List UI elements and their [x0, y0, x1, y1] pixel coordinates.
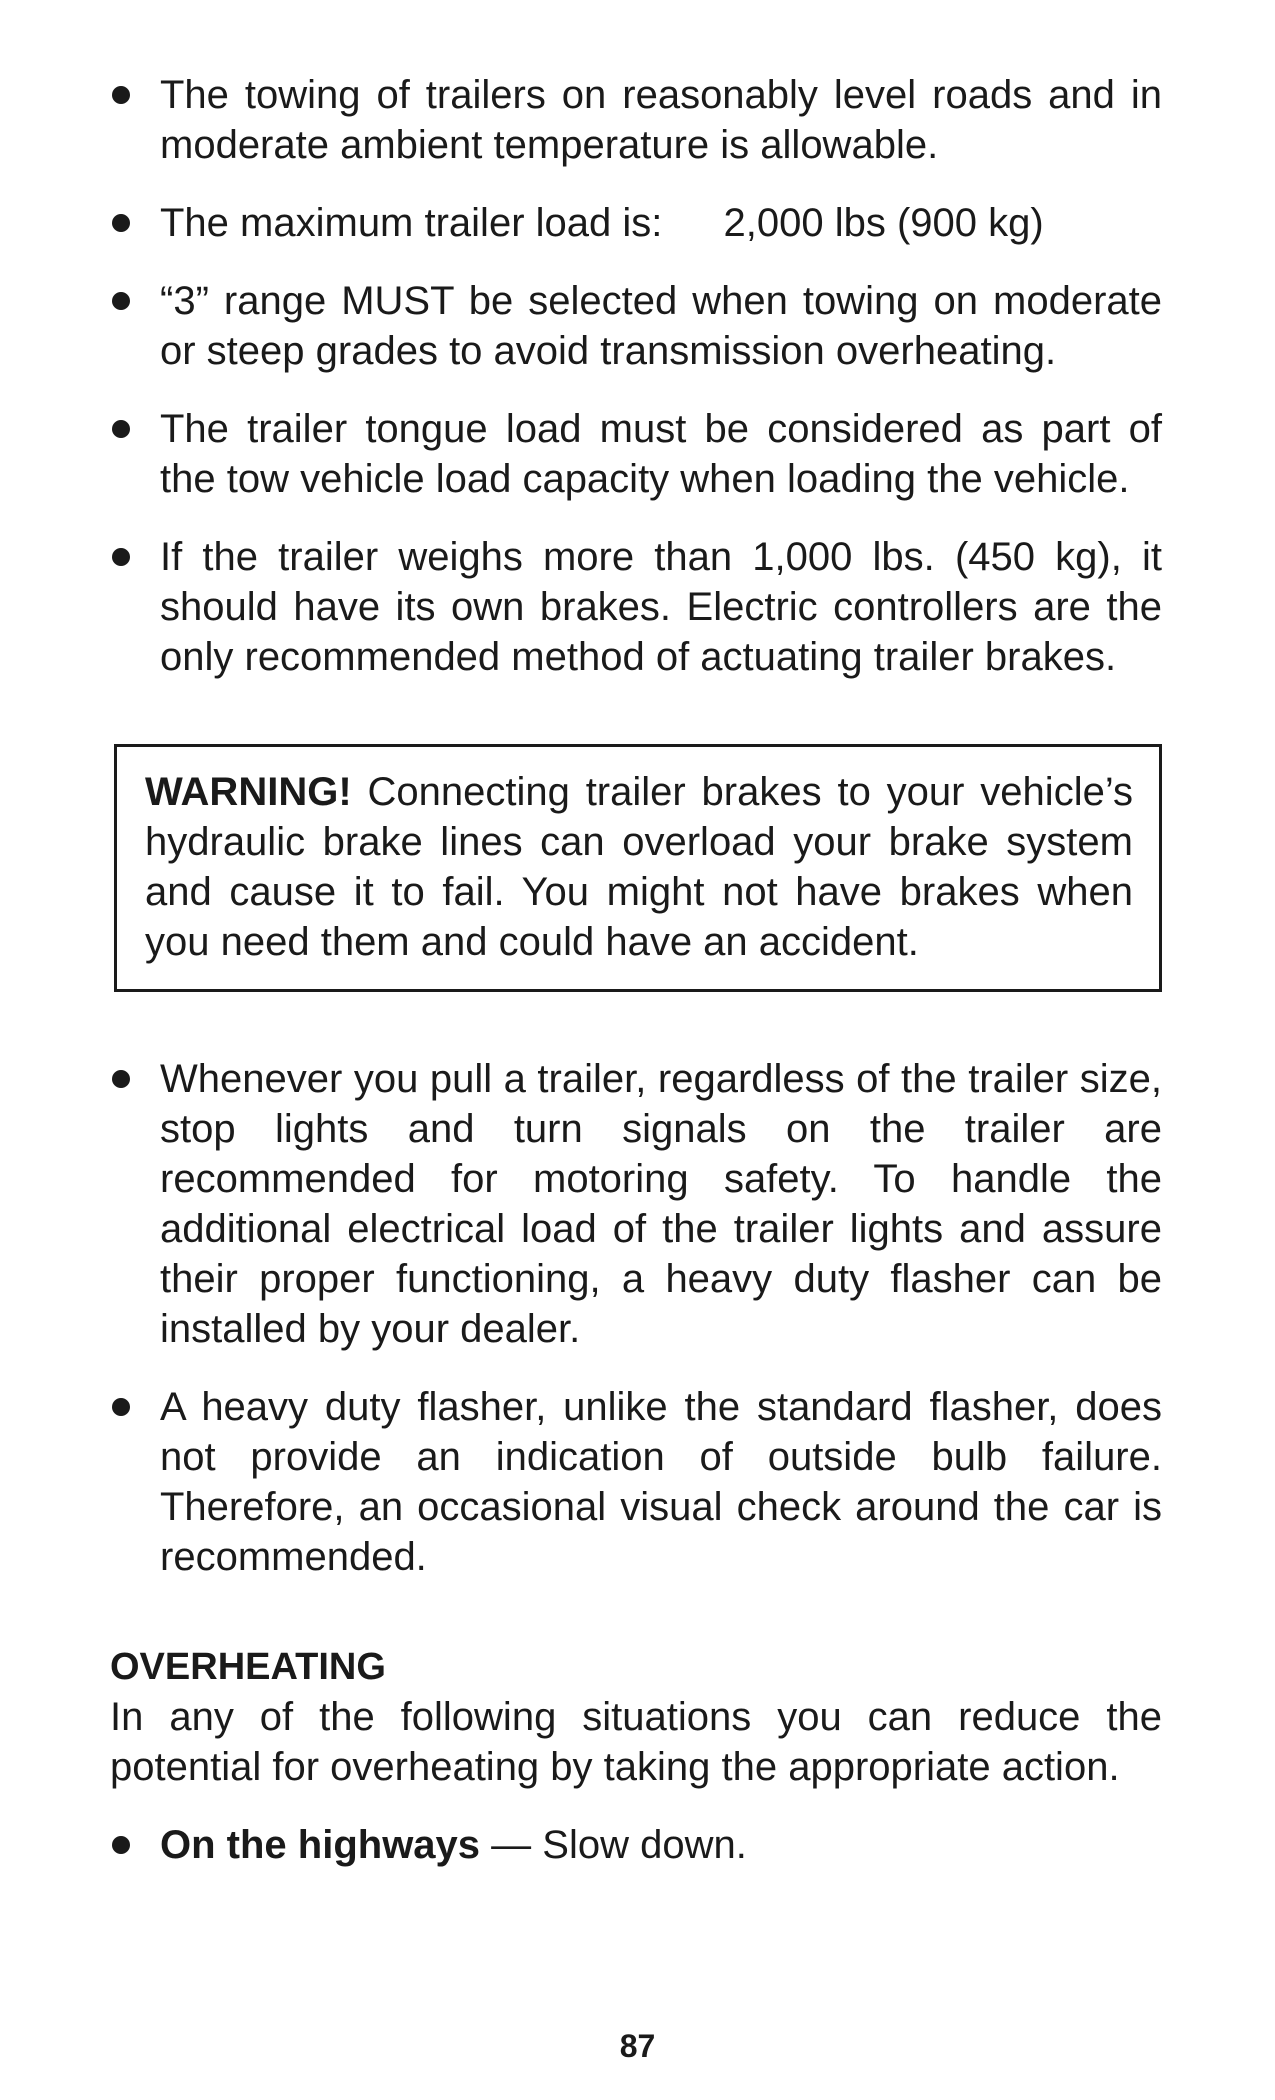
bullet-text: If the trailer weighs more than 1,000 lbs. (450 kg), it should have its own brakes. Electric controllers are the only recommended method of actuating trailer brakes. [160, 535, 1162, 679]
bullet-dot-icon [112, 1836, 130, 1854]
bullet-range-3 [110, 276, 1162, 376]
bullet-dot-icon [112, 292, 130, 310]
bullet-dot-icon [112, 1398, 130, 1416]
page-number: 87 [619, 2028, 656, 2064]
bullet-tongue-load [110, 404, 1162, 504]
max-load-value: 2,000 lbs (900 kg) [723, 201, 1044, 245]
warning-label: WARNING! [145, 770, 352, 814]
bullet-text: “3” range MUST be selected when towing on moderate or steep grades to avoid transmission overheating. [160, 279, 1162, 373]
warning-box [114, 744, 1162, 992]
overheating-bullet-list [110, 1820, 1162, 1870]
bullet-max-trailer-load [110, 198, 1162, 248]
bullet-on-highways [110, 1820, 1162, 1870]
bullet-dot-icon [112, 1070, 130, 1088]
towing-bullet-list [110, 70, 1162, 682]
bullet-dot-icon [112, 548, 130, 566]
bullet-dot-icon [112, 86, 130, 104]
max-load-label: The maximum trailer load is: [160, 201, 663, 245]
bullet-level-roads [110, 70, 1162, 170]
bullet-text: — Slow down. [480, 1823, 747, 1867]
lighting-bullet-list [110, 1054, 1162, 1582]
bullet-heavy-duty-flasher [110, 1382, 1162, 1582]
bullet-text: A heavy duty flasher, unlike the standard flasher, does not provide an indication of outside bulb failure. Therefore, an occasional visual check around the car is recommended. [160, 1385, 1162, 1579]
bullet-dot-icon [112, 214, 130, 232]
bullet-trailer-brakes [110, 532, 1162, 682]
bullet-dot-icon [112, 420, 130, 438]
manual-page [110, 70, 1162, 1898]
overheating-intro: In any of the following situations you can reduce the potential for overheating by taking the appropriate action. [110, 1695, 1162, 1789]
bullet-trailer-lights [110, 1054, 1162, 1354]
bullet-text: The towing of trailers on reasonably level roads and in moderate ambient temperature is allowable. [160, 73, 1162, 167]
bullet-lead: On the highways [160, 1823, 481, 1867]
overheating-heading: OVERHEATING [110, 1646, 386, 1688]
bullet-text: The trailer tongue load must be considered as part of the tow vehicle load capacity when loading the vehicle. [160, 407, 1162, 501]
bullet-text: Whenever you pull a trailer, regardless of the trailer size, stop lights and turn signals on the trailer are recommended for motoring safety. To handle the additional electrical load of the trailer lights and assure their proper functioning, a heavy duty flasher can be installed by your dealer. [160, 1057, 1162, 1351]
warning-text: Connecting trailer brakes to your vehicle’s hydraulic brake lines can overload your brake system and cause it to fail. You might not have brakes when you need them and could have an accident. [145, 770, 1133, 964]
